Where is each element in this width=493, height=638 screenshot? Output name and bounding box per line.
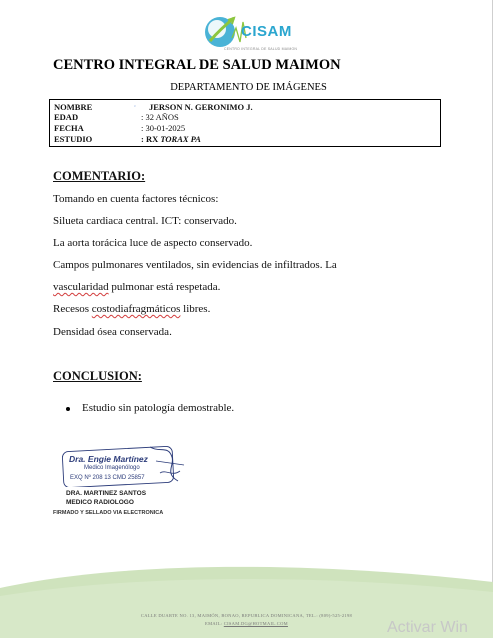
stamp-doctor-title: Medico Imagenólogo: [84, 465, 140, 471]
comment-line-1: Tomando en cuenta factores técnicos:: [53, 193, 219, 205]
study-prefix: : RX: [141, 134, 159, 144]
signer-block: [66, 489, 146, 507]
page-title: CENTRO INTEGRAL DE SALUD MAIMON: [53, 57, 341, 73]
comentario-heading: COMENTARIO:: [53, 169, 146, 183]
age-label: EDAD: [54, 112, 79, 122]
footer-address: CALLE DUARTE NO. 13, MAIMÓN, BONAO, REPUBLICA DOMINICANA, TEL.: (809)-525-2198: [140, 613, 353, 618]
tilde-mark-icon: ᵕ: [134, 104, 136, 110]
comment-line-3: La aorta torácica luce de aspecto conservado.: [53, 237, 253, 249]
logo-tagline: CENTRO INTEGRAL DE SALUD MAIMON: [224, 47, 298, 51]
comment-line-6: [53, 303, 210, 315]
comment-line-7: Densidad ósea conservada.: [53, 326, 172, 338]
name-value: JERSON N. GERONIMO J.: [149, 102, 253, 112]
footer-email-link[interactable]: CISAM.DG@HOTMAIL.COM: [223, 621, 288, 626]
department-label: DEPARTAMENTO DE IMÁGENES: [170, 82, 327, 93]
comment-line-4: Campos pulmonares ventilados, sin evidencias de infiltrados. La: [53, 259, 337, 271]
comment-line-6-rest: libres.: [180, 303, 211, 315]
date-label: FECHA: [54, 123, 84, 133]
date-value: : 30-01-2025: [141, 123, 186, 133]
logo-brand: CISAM: [241, 23, 292, 40]
activate-windows-watermark: Activar Win: [387, 619, 468, 636]
patient-info-box: [49, 99, 441, 147]
conclusion-item-text: Estudio sin patología demostrable.: [82, 402, 235, 414]
signature-stamp: [60, 443, 190, 487]
stamp-doctor-name: Dra. Engie Martínez: [69, 454, 148, 464]
comment-line-2: Silueta cardiaca central. ICT: conservado.: [53, 215, 237, 227]
footer-email-prefix: EMAIL:: [205, 621, 224, 626]
study-value: [141, 134, 201, 144]
bullet-icon: [66, 407, 70, 411]
signer-name: DRA. MARTINEZ SANTOS: [66, 490, 147, 497]
signature-note: FIRMADO Y SELLADO VIA ELECTRONICA: [53, 510, 164, 516]
age-value: : 32 AÑOS: [141, 112, 179, 122]
signer-role: MEDICO RADIOLOGO: [66, 499, 134, 506]
name-label: NOMBRE: [54, 102, 93, 112]
study-label: ESTUDIO: [54, 134, 93, 144]
comment-line-5-rest: pulmonar está respetada.: [108, 281, 221, 293]
comment-line-5: [53, 281, 220, 293]
study-name: TORAX PA: [160, 134, 201, 144]
comment-line-6-pre: Recesos: [53, 303, 92, 315]
stamp-exequatur: EXQ Nº 208 13 CMD 25857: [70, 475, 145, 481]
conclusion-heading: CONCLUSION:: [53, 369, 142, 383]
spell-flag-vascularidad: vascularidad: [53, 281, 109, 293]
spell-flag-costodiafragmaticos: costodiafragmáticos: [91, 303, 181, 315]
cisam-logo: [198, 8, 308, 54]
